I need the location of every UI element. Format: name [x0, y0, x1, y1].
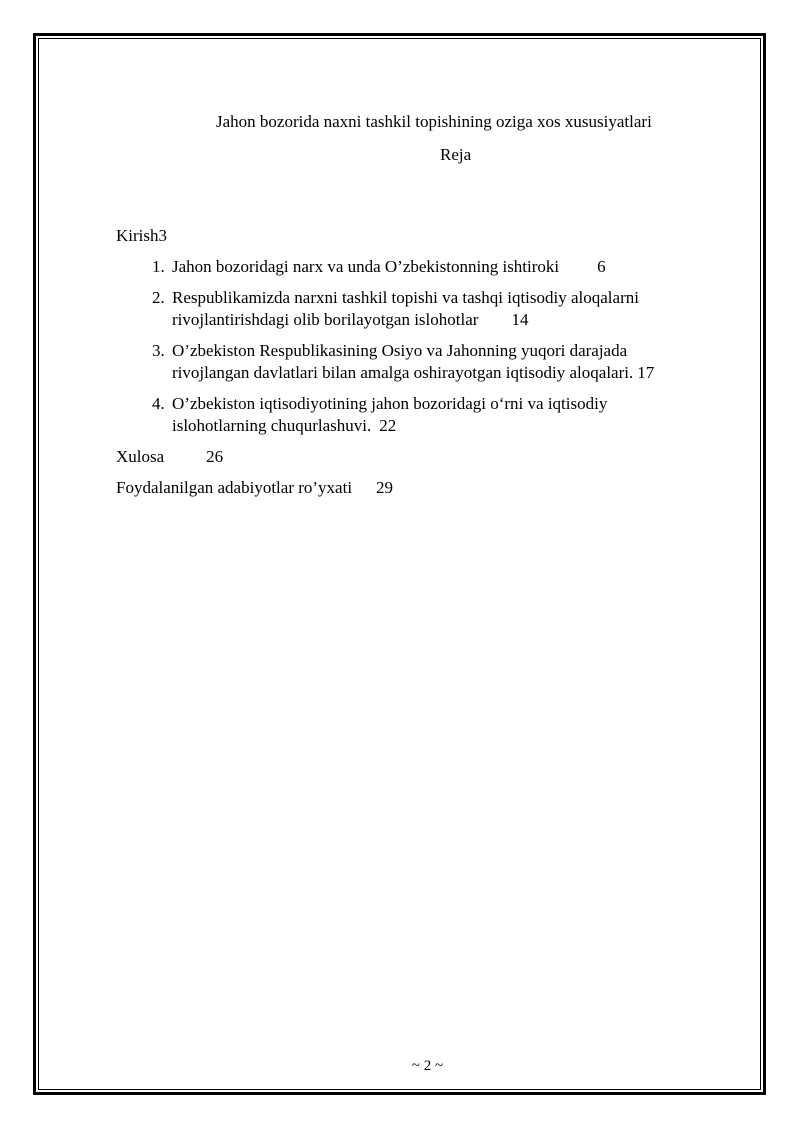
toc-conclusion [116, 446, 716, 468]
toc-item-page: 14 [511, 310, 529, 329]
toc-item-number: 2. [152, 288, 165, 307]
toc-item-text: O’zbekiston iqtisodiyotining jahon bozoridagi o‘rni va iqtisodiy [172, 394, 608, 413]
page-border [33, 33, 766, 1095]
table-of-contents [116, 225, 716, 508]
page-number: ~ 2 ~ [411, 1058, 444, 1074]
toc-item-text: rivojlantirishdagi olib borilayotgan islohotlar [172, 310, 479, 329]
toc-references-label: Foydalanilgan adabiyotlar ro’yxati [116, 478, 353, 497]
toc-list [116, 256, 716, 437]
toc-item-1 [116, 256, 716, 278]
toc-intro-page: 3 [158, 226, 167, 245]
toc-item-number: 3. [152, 341, 165, 360]
toc-item-text: Respublikamizda narxni tashkil topishi va tashqi iqtisodiy aloqalarni [172, 288, 639, 307]
toc-intro [116, 225, 716, 247]
toc-item-number: 1. [152, 257, 165, 276]
toc-item-page: 22 [379, 416, 397, 435]
toc-item-text: islohotlarning chuqurlashuvi. [172, 416, 372, 435]
toc-item-3 [116, 340, 716, 384]
toc-item-page: 17 [637, 363, 655, 382]
plan-heading: Reja [440, 145, 472, 164]
document-title: Jahon bozorida naxni tashkil topishining oziga xos xususiyatlari [216, 112, 652, 131]
toc-conclusion-page: 26 [206, 447, 224, 466]
toc-item-4 [116, 393, 716, 437]
toc-conclusion-label: Xulosa [116, 447, 165, 466]
toc-item-page: 6 [597, 257, 606, 276]
toc-item-text: rivojlangan davlatlari bilan amalga oshirayotgan iqtisodiy aloqalari. [172, 363, 634, 382]
toc-intro-label: Kirish [116, 226, 159, 245]
toc-item-number: 4. [152, 394, 165, 413]
toc-item-text: O’zbekiston Respublikasining Osiyo va Jahonning yuqori darajada [172, 341, 628, 360]
toc-item-2 [116, 287, 716, 331]
toc-references [116, 477, 716, 499]
toc-references-page: 29 [376, 478, 394, 497]
toc-item-text: Jahon bozoridagi narx va unda O’zbekistonning ishtiroki [172, 257, 560, 276]
